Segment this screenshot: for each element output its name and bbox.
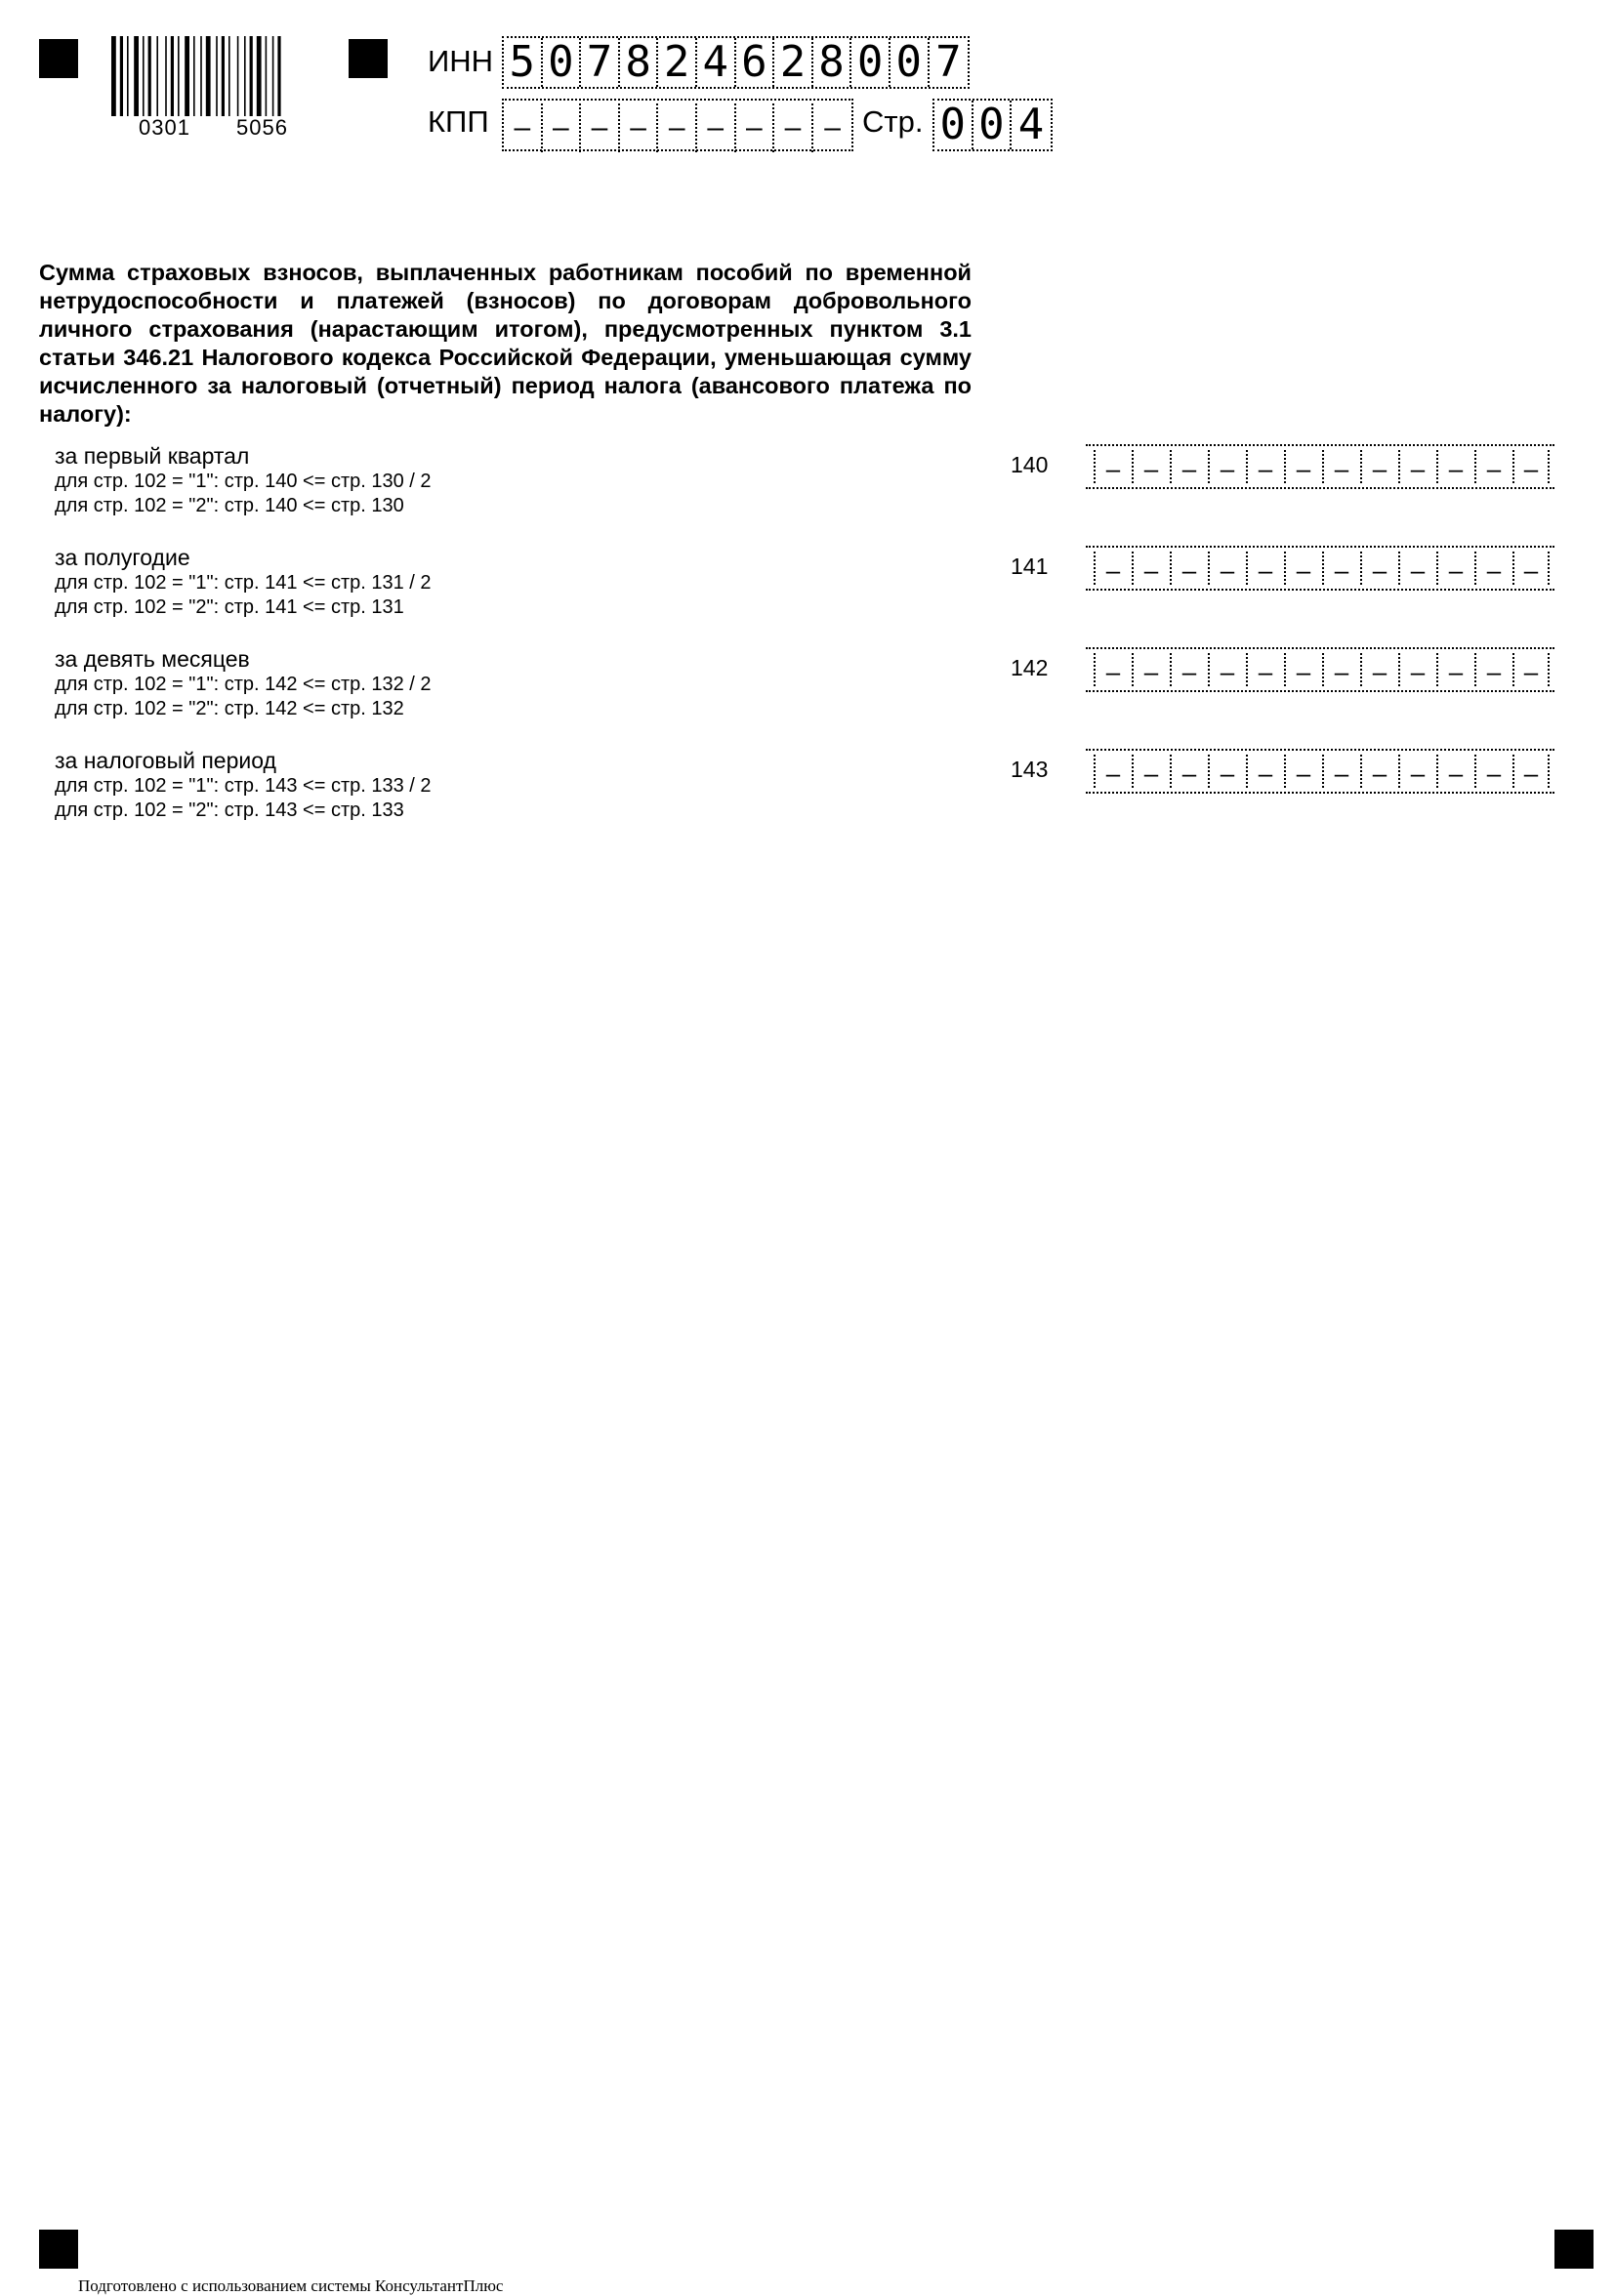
digit-cell: – xyxy=(697,103,736,152)
amount-digit-cell: – xyxy=(1208,755,1245,788)
digit-cell: – xyxy=(736,103,775,152)
barcode-bar xyxy=(237,36,239,116)
amount-digit-cell: – xyxy=(1436,450,1473,483)
amount-digit-cell: – xyxy=(1398,755,1435,788)
amount-digit-cell: – xyxy=(1322,450,1359,483)
amount-digit-cell: – xyxy=(1170,755,1207,788)
digit-cell: 4 xyxy=(697,38,736,87)
barcode-bar xyxy=(222,36,225,116)
digit-cell: 0 xyxy=(973,101,1013,149)
kpp-label: КПП xyxy=(428,104,489,139)
row-condition: для стр. 102 = "2": стр. 141 <= стр. 131 xyxy=(55,596,404,618)
barcode-bar xyxy=(185,36,189,116)
digit-cell: – xyxy=(504,103,543,152)
barcode-bar xyxy=(111,36,116,116)
amount-digit-cell: – xyxy=(1132,755,1169,788)
digit-cell: – xyxy=(620,103,659,152)
amount-digit-cell: – xyxy=(1512,450,1550,483)
digit-cell: 5 xyxy=(504,38,543,87)
barcode-bar xyxy=(148,36,151,116)
amount-digit-cell: – xyxy=(1474,450,1511,483)
amount-digit-cell: – xyxy=(1398,450,1435,483)
amount-digit-cell: – xyxy=(1094,450,1131,483)
barcode-bar xyxy=(257,36,262,116)
row-code-143: 143 xyxy=(1011,757,1049,782)
row-condition: для стр. 102 = "1": стр. 143 <= стр. 133 / 2 xyxy=(55,775,432,797)
row-141 xyxy=(55,545,738,620)
digit-cell: 8 xyxy=(620,38,659,87)
amount-digit-cell: – xyxy=(1322,552,1359,585)
row-title: за полугодие xyxy=(55,545,190,570)
amount-digit-cell: – xyxy=(1512,653,1550,686)
amount-digit-cell: – xyxy=(1360,755,1397,788)
row-140 xyxy=(55,443,738,518)
amount-digit-cell: – xyxy=(1284,450,1321,483)
amount-digit-cell: – xyxy=(1360,653,1397,686)
kpp-field xyxy=(502,99,853,151)
digit-cell: 7 xyxy=(581,38,620,87)
amount-digit-cell: – xyxy=(1132,653,1169,686)
barcode-bar xyxy=(266,36,268,116)
amount-digit-cell: – xyxy=(1094,755,1131,788)
barcode-bar xyxy=(178,36,180,116)
amount-digit-cell: – xyxy=(1284,653,1321,686)
amount-digit-cell: – xyxy=(1246,755,1283,788)
barcode-bar xyxy=(193,36,195,116)
digit-cell: – xyxy=(658,103,697,152)
row-code-140: 140 xyxy=(1011,452,1049,477)
section-heading: Сумма страховых взносов, выплаченных работникам пособий по временной нетрудоспособности и платежей (взносов) по договорам добровольного личного страхования (нарастающим итогом), предусмотренных пунктом 3.1 статьи 346.21 Налогового кодекса Российской Федерации, уменьшающая сумму исчисленного за налоговый (отчетный) период налога (авансового платежа по налогу): xyxy=(39,260,972,427)
barcode-bar xyxy=(171,36,174,116)
digit-cell: 6 xyxy=(736,38,775,87)
amount-digit-cell: – xyxy=(1436,653,1473,686)
barcode-bar xyxy=(277,36,280,116)
barcode-bar xyxy=(250,36,253,116)
amount-digit-cell: – xyxy=(1474,653,1511,686)
amount-digit-cell: – xyxy=(1170,450,1207,483)
amount-digit-cell: – xyxy=(1208,653,1245,686)
amount-field-142[interactable] xyxy=(1086,647,1554,692)
barcode-bar xyxy=(244,36,246,116)
row-condition: для стр. 102 = "1": стр. 140 <= стр. 130 / 2 xyxy=(55,471,432,492)
amount-digit-cell: – xyxy=(1398,552,1435,585)
row-143 xyxy=(55,748,738,823)
page-label: Стр. xyxy=(862,104,924,139)
barcode xyxy=(109,36,312,116)
row-condition: для стр. 102 = "2": стр. 140 <= стр. 130 xyxy=(55,495,404,516)
amount-field-143[interactable] xyxy=(1086,749,1554,794)
barcode-bar xyxy=(134,36,139,116)
barcode-bar xyxy=(228,36,230,116)
digit-cell: – xyxy=(543,103,582,152)
marker-bottom-left xyxy=(39,2230,78,2269)
amount-digit-cell: – xyxy=(1322,755,1359,788)
amount-digit-cell: – xyxy=(1284,755,1321,788)
digit-cell: 0 xyxy=(890,38,930,87)
barcode-bar xyxy=(120,36,123,116)
amount-digit-cell: – xyxy=(1208,552,1245,585)
barcode-bar xyxy=(216,36,218,116)
digit-cell: 0 xyxy=(851,38,890,87)
amount-digit-cell: – xyxy=(1246,450,1283,483)
amount-digit-cell: – xyxy=(1398,653,1435,686)
page-number-field xyxy=(932,99,1053,151)
barcode-bar xyxy=(127,36,129,116)
marker-top-left xyxy=(39,39,78,78)
amount-digit-cell: – xyxy=(1170,552,1207,585)
digit-cell: – xyxy=(774,103,813,152)
barcode-bar xyxy=(206,36,211,116)
footer-note: Подготовлено с использованием системы КонсультантПлюс xyxy=(78,2276,504,2295)
marker-top-right xyxy=(349,39,388,78)
digit-cell: 4 xyxy=(1017,100,1045,149)
amount-digit-cell: – xyxy=(1512,755,1550,788)
row-code-141: 141 xyxy=(1011,554,1049,579)
digit-cell: 8 xyxy=(813,38,852,87)
amount-digit-cell: – xyxy=(1360,552,1397,585)
barcode-bar xyxy=(165,36,167,116)
digit-cell: 0 xyxy=(934,101,973,149)
marker-bottom-right xyxy=(1554,2230,1594,2269)
barcode-bar xyxy=(156,36,158,116)
row-condition: для стр. 102 = "1": стр. 142 <= стр. 132 / 2 xyxy=(55,674,432,695)
digit-cell: – xyxy=(824,111,841,144)
row-code-142: 142 xyxy=(1011,655,1049,680)
barcode-number-right: 5056 xyxy=(236,115,288,140)
amount-digit-cell: – xyxy=(1094,552,1131,585)
amount-field-140[interactable] xyxy=(1086,444,1554,489)
inn-field xyxy=(502,36,970,89)
digit-cell: 2 xyxy=(774,38,813,87)
amount-digit-cell: – xyxy=(1208,450,1245,483)
digit-cell: 0 xyxy=(543,38,582,87)
amount-digit-cell: – xyxy=(1284,552,1321,585)
row-142 xyxy=(55,646,738,721)
row-condition: для стр. 102 = "2": стр. 142 <= стр. 132 xyxy=(55,698,404,719)
amount-digit-cell: – xyxy=(1132,450,1169,483)
amount-digit-cell: – xyxy=(1132,552,1169,585)
row-title: за первый квартал xyxy=(55,443,250,469)
digit-cell: 7 xyxy=(935,37,962,87)
amount-digit-cell: – xyxy=(1246,552,1283,585)
barcode-number-left: 0301 xyxy=(139,115,190,140)
barcode-bar xyxy=(272,36,274,116)
amount-digit-cell: – xyxy=(1474,552,1511,585)
amount-field-141[interactable] xyxy=(1086,546,1554,591)
row-title: за девять месяцев xyxy=(55,646,250,672)
digit-cell: – xyxy=(581,103,620,152)
amount-digit-cell: – xyxy=(1170,653,1207,686)
barcode-bar xyxy=(200,36,202,116)
row-title: за налоговый период xyxy=(55,748,276,773)
barcode-bar xyxy=(143,36,145,116)
amount-digit-cell: – xyxy=(1322,653,1359,686)
row-condition: для стр. 102 = "1": стр. 141 <= стр. 131 / 2 xyxy=(55,572,432,594)
digit-cell: 2 xyxy=(658,38,697,87)
amount-digit-cell: – xyxy=(1474,755,1511,788)
amount-digit-cell: – xyxy=(1360,450,1397,483)
amount-digit-cell: – xyxy=(1094,653,1131,686)
amount-digit-cell: – xyxy=(1436,755,1473,788)
amount-digit-cell: – xyxy=(1512,552,1550,585)
row-condition: для стр. 102 = "2": стр. 143 <= стр. 133 xyxy=(55,800,404,821)
inn-label: ИНН xyxy=(428,44,494,78)
amount-digit-cell: – xyxy=(1246,653,1283,686)
amount-digit-cell: – xyxy=(1436,552,1473,585)
